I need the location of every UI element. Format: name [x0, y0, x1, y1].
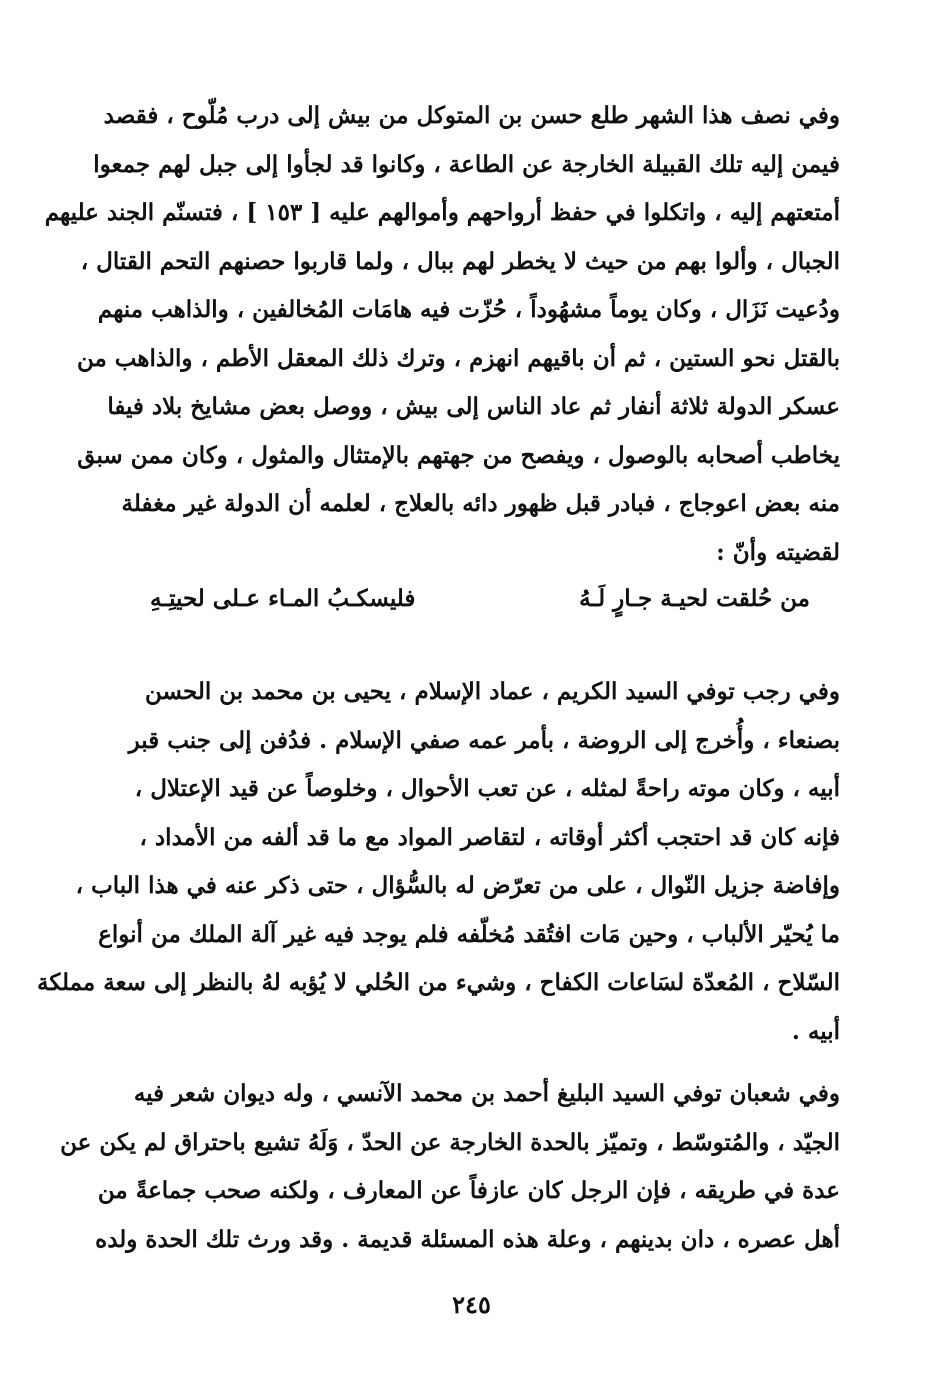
paragraph-3 [60, 1070, 840, 1264]
poem-verse [150, 585, 810, 635]
paragraph-line: وفي رجب توفي السيد الكريم ، عماد الإسلام ، يحيى بن محمد بن الحسن [145, 678, 840, 705]
paragraph-line: يخاطب أصحابه بالوصول ، ويفصح من جهتهم بالإمتثال والمثول ، وكان ممن سبق [77, 441, 840, 469]
paragraph-line: ما يُحيّر الألباب ، وحين مَات افتُقد مُخلّفه فلم يوجد فيه غير آلة الملك من أنواع [98, 920, 840, 948]
page-number: ٢٤٥ [452, 1290, 491, 1319]
paragraph-2 [36, 668, 840, 1056]
paragraph-line: فإنه كان قد احتجب أكثر أوقاته ، لتقاصر المواد مع ما قد ألفه من الأمداد ، [139, 823, 840, 851]
verse-first-hemistich: من حُلقت لحيـة جـارٍ لَـهُ [579, 585, 810, 612]
paragraph-line: لقضيته وأنّ : [716, 538, 840, 566]
paragraph-line: بصنعاء ، وأُخرج إلى الروضة ، بأمر عمه صفي الإسلام . فدُفن إلى جنب قبر [128, 726, 840, 754]
paragraph-line: بالقتل نحو الستين ، ثم أن باقيهم انهزم ، وترك ذلك المعقل الأطم ، والذاهب من [76, 344, 840, 372]
paragraph-line: وإفاضة جزيل النّوال ، على من تعرّض له بالسُّؤال ، حتى ذكر عنه في هذا الباب ، [75, 872, 840, 899]
paragraph-line: الجيّد ، والمُتوسّط ، وتميّز بالحدة الخارجة عن الحدّ ، وَلَهُ تشيع باحتراق لم يكن عن [60, 1128, 840, 1156]
paragraph-line: وفي نصف هذا الشهر طلع حسن بن المتوكل من بيش إلى درب مُلّوح ، فقصد [103, 102, 840, 129]
paragraph-line: أهل عصره ، دان بدينهم ، وعلة هذه المسئلة قديمة . وقد ورث تلك الحدة ولده [95, 1225, 840, 1253]
paragraph-line: أمتعتهم إليه ، واتكلوا في حفظ أرواحهم وأموالهم عليه [ ١٥٣ ] ، فتسنّم الجند عليهم [44, 199, 840, 226]
paragraph-line: عدة في طريقه ، فإن الرجل كان عازفاً عن المعارف ، ولكنه صحب جماعةً من [97, 1177, 840, 1204]
paragraph-line: ودُعيت نَزَال ، وكان يوماً مشهُوداً ، حُزّت فيه هامَات المُخالفين ، والذاهب منهم [97, 296, 840, 323]
paragraph-1 [44, 92, 840, 577]
paragraph-line: عسكر الدولة ثلاثة أنفار ثم عاد الناس إلى بيش ، ووصل بعض مشايخ بلاد فيفا [107, 393, 840, 420]
verse-second-hemistich: فليسكـبُ المـاء عـلى لحيتِـهِ [150, 585, 416, 612]
paragraph-line: منه بعض اعوجاج ، فبادر قبل ظهور دائه بالعلاج ، لعلمه أن الدولة غير مغفلة [121, 490, 840, 517]
paragraph-line: وفي شعبان توفي السيد البليغ أحمد بن محمد الآنسي ، وله ديوان شعر فيه [133, 1080, 840, 1107]
paragraph-line: أبيه ، وكان موته راحةً لمثله ، عن تعب الأحوال ، وخلوصاً عن قيد الإعتلال ، [134, 775, 840, 802]
paragraph-line: فيمن إليه تلك القبيلة الخارجة عن الطاعة ، وكانوا قد لجأوا إلى جبل لهم جمعوا [93, 150, 840, 178]
paragraph-line: السّلاح ، المُعدّة لسَاعات الكفاح ، وشيء من الحُلي لا يُؤبه لهُ بالنظر إلى سعة مملكة [36, 969, 840, 996]
paragraph-line: أبيه . [791, 1017, 840, 1045]
paragraph-line: الجبال ، وألوا بهم من حيث لا يخطر لهم ببال ، ولما قاربوا حصنهم التحم القتال ، [80, 247, 840, 275]
